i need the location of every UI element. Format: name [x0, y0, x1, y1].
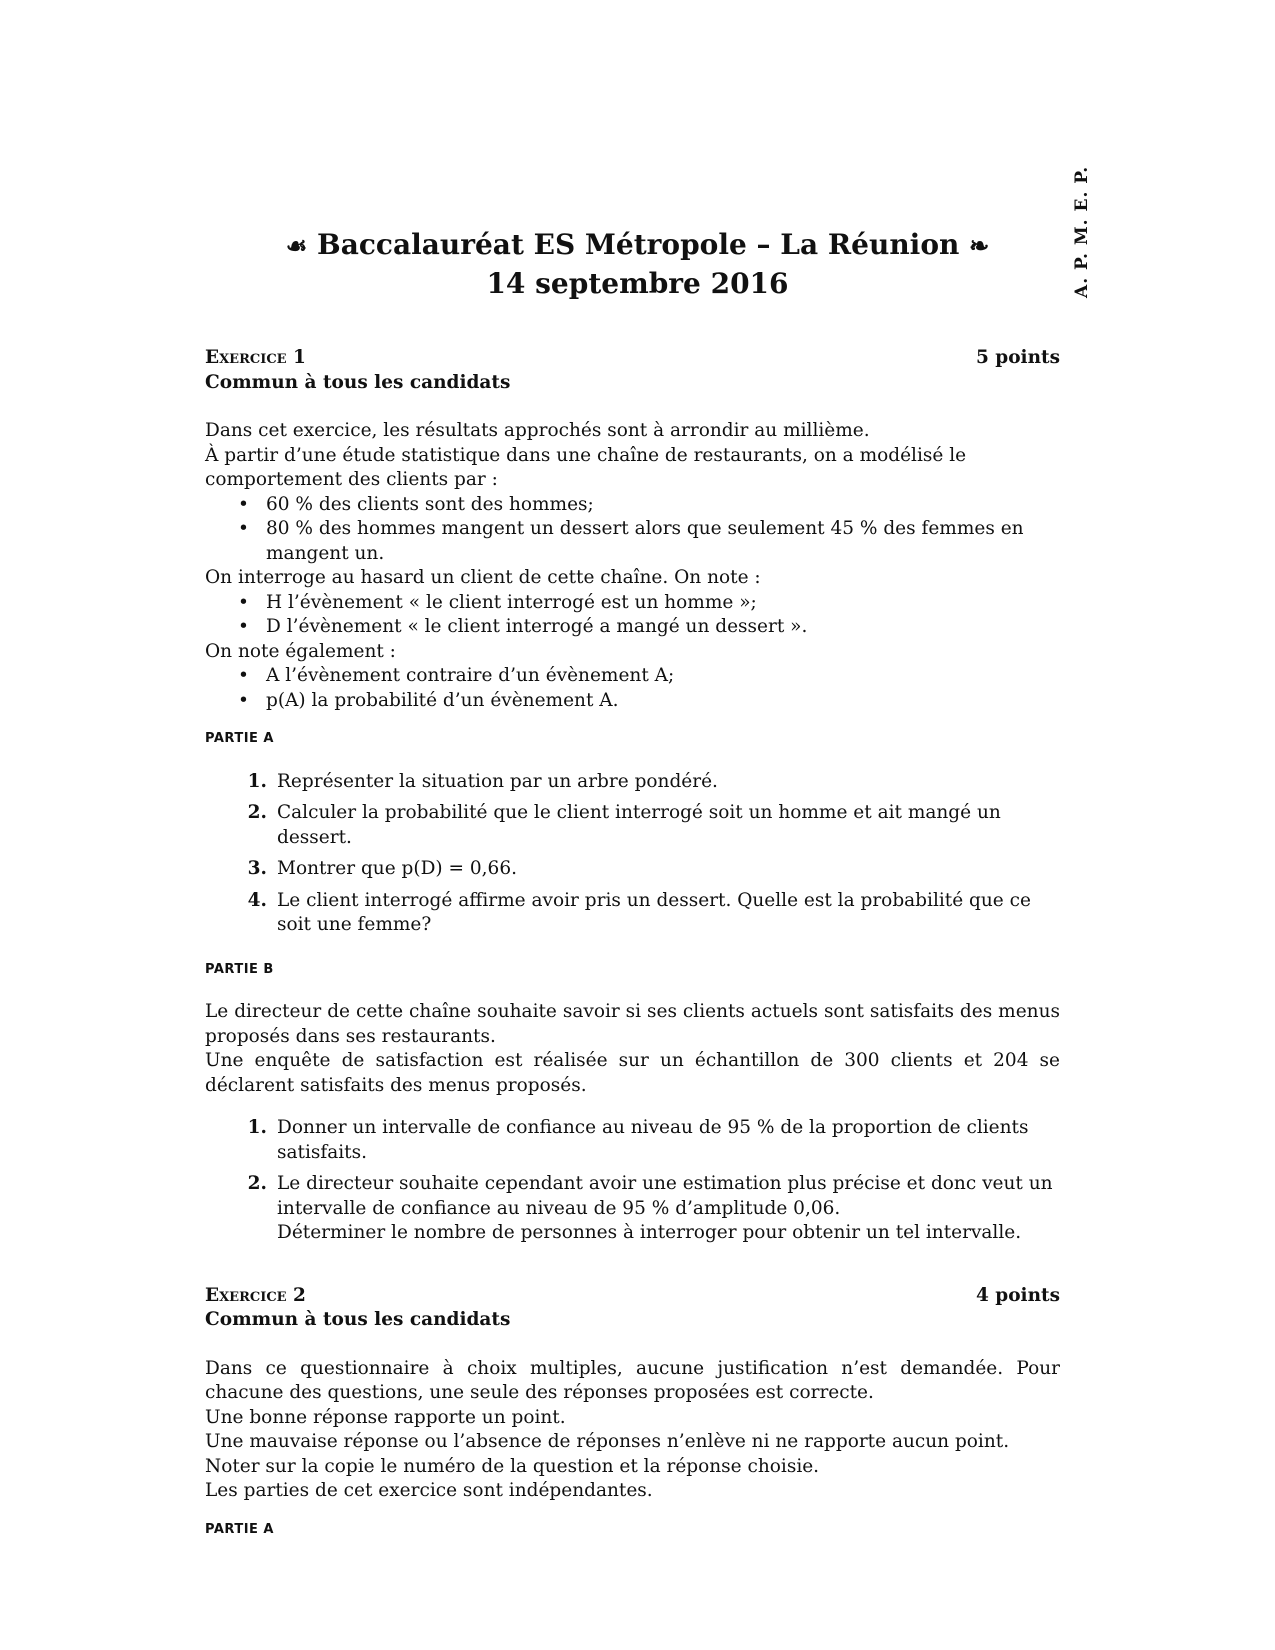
page-title-line [0, 226, 1275, 265]
question-item [205, 1116, 1060, 1165]
exercise-2-subtitle: Commun à tous les candidats [205, 1309, 511, 1330]
ex2-paragraph: Une mauvaise réponse ou l’absence de réponses n’enlève ni ne rapporte aucun point. [205, 1431, 1010, 1452]
question-text: Calculer la probabilité que le client interrogé soit un homme et ait mangé un dessert. [277, 802, 1001, 848]
question-number: 3. [247, 858, 267, 879]
ex1-part-a-questions [205, 770, 1060, 938]
question-number: 1. [247, 770, 267, 792]
left-ornament-icon: ☙ [285, 231, 308, 260]
right-ornament-icon: ❧ [969, 231, 990, 260]
question-number: 1. [247, 1117, 267, 1138]
ex2-paragraph: Les parties de cet exercice sont indépendantes. [205, 1480, 653, 1501]
question-text: Le directeur souhaite cependant avoir une estimation plus précise et donc veut un intervalle de confiance au niveau de 95 % d’amplitude 0,06. [277, 1173, 1053, 1219]
document-body [205, 346, 1060, 1560]
exercise-1-header [205, 346, 1060, 371]
question-item [205, 801, 1060, 850]
question-item [205, 889, 1060, 938]
ex1-bullets-1 [205, 493, 1060, 567]
ex1-part-b-label: PARTIE B [205, 961, 274, 977]
ex2-paragraph: Une bonne réponse rapporte un point. [205, 1406, 566, 1428]
question-text-block [277, 1172, 1060, 1246]
ex1-part-a-label: PARTIE A [205, 731, 274, 746]
ex1-part-b-paragraph-2: Une enquête de satisfaction est réalisée sur un échantillon de 300 clients et 204 se déclarent satisfaits des menus proposés. [205, 1050, 1060, 1096]
exam-date: 14 septembre 2016 [486, 267, 789, 300]
ex1-note-2: On note également : [205, 640, 396, 662]
exercise-2 [205, 1284, 1060, 1543]
ex1-bullets-2 [205, 591, 1060, 640]
ex1-intro-1: Dans cet exercice, les résultats approchés sont à arrondir au millième. [205, 420, 870, 441]
ex1-note-1: On interroge au hasard un client de cette chaîne. On note : [205, 567, 761, 588]
ex1-part-b-paragraph-1: Le directeur de cette chaîne souhaite savoir si ses clients actuels sont satisfaits des menus proposés dans ses restaurants. [205, 1001, 1060, 1047]
ex1-bullets-3 [205, 664, 1060, 713]
question-item [205, 770, 1060, 795]
list-item: • A l’évènement contraire d’un évènement A; [238, 664, 1060, 689]
exercise-1-subtitle: Commun à tous les candidats [205, 371, 511, 393]
exercise-1-title: Exercice 1 [205, 347, 306, 368]
list-item: • D l’évènement « le client interrogé a mangé un dessert ». [238, 615, 1060, 640]
question-item [205, 1172, 1060, 1246]
question-item [205, 857, 1060, 882]
list-item: • 60 % des clients sont des hommes; [238, 493, 1060, 518]
question-text: Représenter la situation par un arbre pondéré. [277, 770, 718, 792]
ex1-intro-2: À partir d’une étude statistique dans une chaîne de restaurants, on a modélisé le comportement des clients par : [205, 444, 967, 490]
ex2-paragraph: Noter sur la copie le numéro de la question et la réponse choisie. [205, 1455, 820, 1477]
ex2-part-a-label: PARTIE A [205, 1521, 274, 1537]
exercise-2-points: 4 points [975, 1284, 1060, 1306]
ex1-part-b-questions [205, 1116, 1060, 1246]
document-header [0, 226, 1275, 303]
list-item: • H l’évènement « le client interrogé est un homme »; [238, 591, 1060, 616]
question-number: 2. [247, 802, 267, 823]
question-text-continued: Déterminer le nombre de personnes à interroger pour obtenir un tel intervalle. [277, 1222, 1022, 1243]
question-number: 4. [247, 889, 267, 911]
side-mark: A. P. M. E. P. [1072, 165, 1092, 298]
question-number: 2. [247, 1173, 267, 1194]
exercise-2-title: Exercice 2 [205, 1284, 306, 1306]
exercise-1-points: 5 points [975, 347, 1060, 368]
list-item: • p(A) la probabilité d’un évènement A. [238, 689, 1060, 714]
question-text: Le client interrogé affirme avoir pris un dessert. Quelle est la probabilité que ce soit une femme? [277, 889, 1031, 935]
exercise-2-header [205, 1284, 1060, 1309]
question-text: Donner un intervalle de confiance au niveau de 95 % de la proportion de clients satisfaits. [277, 1117, 1029, 1163]
question-text: Montrer que p(D) = 0,66. [277, 858, 517, 879]
list-item: • 80 % des hommes mangent un dessert alors que seulement 45 % des femmes en mangent un. [238, 517, 1060, 566]
ex2-paragraph: Dans ce questionnaire à choix multiples, aucune justification n’est demandée. Pour chacune des questions, une seule des réponses proposées est correcte. [205, 1357, 1060, 1403]
page-title: Baccalauréat ES Métropole – La Réunion [317, 228, 960, 261]
